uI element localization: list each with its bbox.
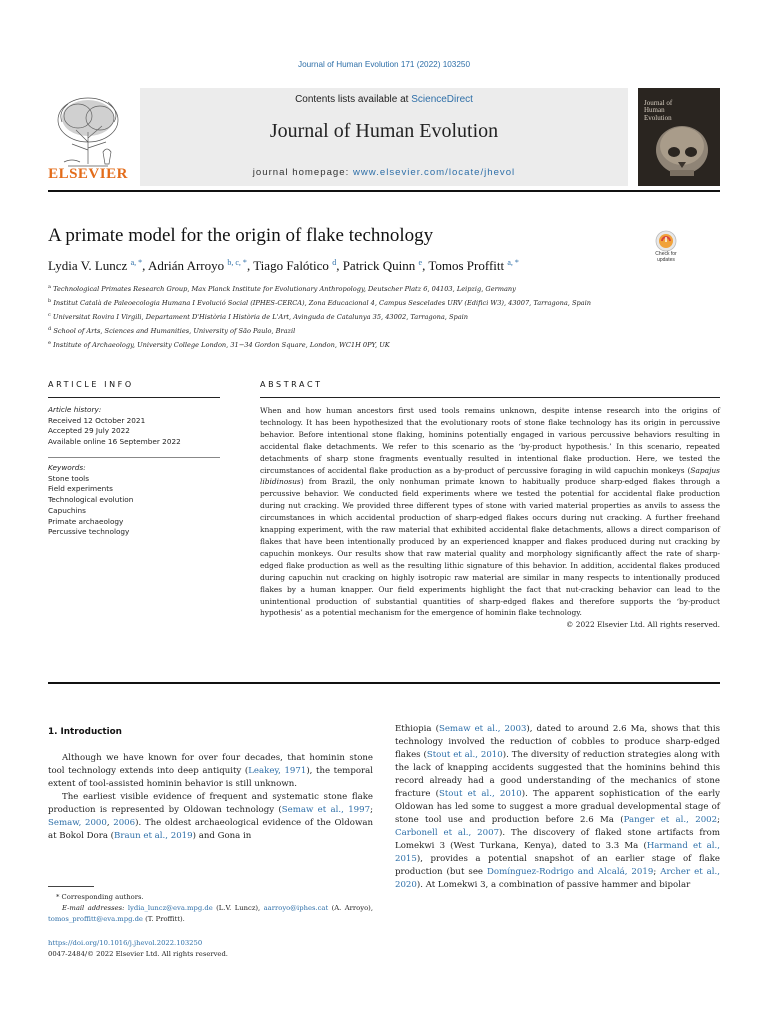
body-column-left <box>48 752 373 843</box>
author-affiliation-marker[interactable]: e <box>418 258 423 267</box>
species-name: Sapajus libidinosus <box>260 465 720 487</box>
author-affiliation-marker[interactable]: a, * <box>507 258 519 267</box>
received-date: Received 12 October 2021 <box>48 415 146 425</box>
intro-paragraph-1: Although we have known for over four decades, that hominin stone tool technology extends into deep antiquity (Leakey, 1971), the temporal extent of tool-assisted hominin behavior is still unknown. <box>48 753 373 789</box>
front-matter-divider <box>48 682 720 684</box>
check-for-updates-button[interactable] <box>648 230 684 268</box>
email-note: E-mail addresses: lydia_luncz@eva.mpg.de (L.V. Luncz), aarroyo@iphes.cat (A. Arroyo), tomos_proffitt@eva.mpg.de (T. Proffitt). <box>48 903 373 923</box>
article-info-rule <box>48 397 220 398</box>
masthead-banner <box>140 88 628 186</box>
affiliation-item: $^c$ Universitat Rovira I Virgili, Departament D'Història I Història de L'Art, Avinguda de Catalunya 35, 43002, Tarragona, Spain <box>48 311 469 322</box>
email-link[interactable]: tomos_proffitt@eva.mpg.de <box>48 914 143 923</box>
check-updates-label: Check for updates <box>655 251 677 263</box>
footnote-rule <box>48 886 94 887</box>
citation-link[interactable]: Stout et al., 2010 <box>438 789 522 799</box>
journal-cover-image <box>638 88 720 186</box>
masthead-divider <box>48 190 720 192</box>
keyword-item: Percussive technology <box>48 527 130 537</box>
introduction-heading: 1. Introduction <box>48 727 122 737</box>
doi-link[interactable]: https://doi.org/10.1016/j.jhevol.2022.103250 <box>48 939 203 947</box>
citation-link[interactable]: Harmand et al., 2015 <box>395 841 721 864</box>
author-affiliation-marker[interactable]: b, c, * <box>227 258 247 267</box>
intro-paragraph-2-continued: Ethiopia (Semaw et al., 2003), dated to around 2.6 Ma, shows that this technology involved the reduction of cobbles to produce sharp-edged flakes (Stout et al., 2010). The diversity of reduction strategies along with the lack of knapping accidents suggested that the hominins behind this record already had a good understanding of the mechanics of stone fracture (Stout et al., 2010). The apparent sophistication of the early Oldowan has led some to suggest a more gradual developmental stage of stone tool use and production before 2.6 Ma (Panger et al., 2002; Carbonell et al., 2007). The discovery of flaked stone artifacts from Lomekwi 3 (West Turkana, Kenya), dated to 3.3 Ma (Harmand et al., 2015), provides a potential snapshot of an earlier stage of flake production (but see Domínguez-Rodrigo and Alcalá, 2019; Archer et al., 2020). At Lomekwi 3, a combination of passive hammer and bipolar <box>395 724 721 890</box>
keywords <box>48 463 220 538</box>
author-affiliation-marker[interactable]: a, * <box>130 258 143 267</box>
author-name[interactable]: Tomos Proffitt <box>428 258 505 273</box>
online-date: Available online 16 September 2022 <box>48 437 181 447</box>
affiliation-item: $^b$ Institut Català de Paleoecologia Humana I Evolució Social (IPHES-CERCA), Zona Educacional 4, Campus Sescelades URV (Edifici W3), 43007, Tarragona, Spain <box>48 297 591 308</box>
citation-link[interactable]: Braun et al., 2019 <box>114 831 193 841</box>
affiliation-item: $^e$ Institute of Archaeology, University College London, 31−34 Gordon Square, London, WC1H 0PY, UK <box>48 339 390 350</box>
author-name[interactable]: Tiago Falótico <box>253 258 329 273</box>
email-link[interactable]: aarroyo@iphes.cat <box>263 903 329 912</box>
citation-link[interactable]: 2006 <box>113 818 136 828</box>
intro-paragraph-2: The earliest visible evidence of frequent and systematic stone flake production is represented by Oldowan technology (Semaw et al., 1997; Semaw, 2000, 2006). The oldest archaeological evidence of the Oldowan at Bokol Dora (Braun et al., 2019) and Gona in <box>48 792 373 841</box>
elsevier-wordmark: ELSEVIER <box>48 166 128 182</box>
history-keywords-divider <box>48 457 220 458</box>
keyword-item: Field experiments <box>48 484 113 494</box>
keyword-item: Technological evolution <box>48 495 134 505</box>
citation-link[interactable]: Semaw, 2000 <box>48 818 107 828</box>
abstract-rule <box>260 397 720 398</box>
footnotes <box>48 892 373 924</box>
doi-block <box>48 938 228 960</box>
accepted-date: Accepted 29 July 2022 <box>48 426 130 436</box>
citation-link[interactable]: Panger et al., 2002 <box>623 815 718 825</box>
keyword-item: Stone tools <box>48 473 90 483</box>
masthead <box>48 88 720 186</box>
journal-title: Journal of Human Evolution <box>269 120 499 142</box>
article-title: A primate model for the origin of flake technology <box>48 225 434 246</box>
article-history <box>48 405 220 448</box>
citation-link[interactable]: Semaw et al., 2003 <box>438 724 527 734</box>
article-info-heading: ARTICLE INFO <box>48 380 134 389</box>
keyword-item: Capuchins <box>48 505 86 515</box>
homepage-link[interactable]: www.elsevier.com/locate/jhevol <box>352 167 516 178</box>
author-list: Lydia V. Luncz $^{a, *}$, Adrián Arroyo $^{b, c, *}$, Tiago Falótico $^d$, Patrick Quinn $^e$, Tomos Proffitt $^{a, *}$ <box>48 258 519 273</box>
citation-link[interactable]: Archer et al., 2020 <box>395 867 720 890</box>
cover-title: Journal of Human Evolution <box>644 99 673 122</box>
journal-citation[interactable]: Journal of Human Evolution 171 (2022) 103250 <box>297 60 471 69</box>
citation-link[interactable]: Carbonell et al., 2007 <box>395 828 500 838</box>
keyword-item: Primate archaeology <box>48 516 124 526</box>
keywords-label: Keywords: <box>48 463 86 472</box>
citation-link[interactable]: Stout et al., 2010 <box>426 750 503 760</box>
citation-link[interactable]: Domínguez-Rodrigo and Alcalá, 2019 <box>487 867 654 877</box>
abstract-body: When and how human ancestors first used tools remains unknown, despite intense research into the origins of technology. It has been hypothesized that the evolutionary roots of stone flake technology has its origin in percussive behavior. Before intentional stone flaking, hominins potentially engaged in various percussive behaviors resulting in accidental flake detachments. We refer to this scenario as the ‘by-product hypothesis.’ In this scenario, repeated detachments of sharp stone fragments eventually resulted in intentional flake production. Here, we tested the circumstances of accidental flake production as a by-product of percussive foraging in wild capuchin monkeys (Sapajus libidinosus) from Brazil, the only nonhuman primate known to habitually produce sharp-edged flakes through a percussive behavior. We conducted field experiments where we tested the potential for accidental flake production during nut cracking. We provided three different types of stone with varied material properties as anvils to assess the circumstances in which accidental production of sharp-edged flakes occurs during nut cracking. A further freehand knapping experiment, with the raw material that exhibited accidental flake detachments, allows a direct comparison of flakes that have been intentionally produced by an experienced knapper and flakes produced during nut cracking by capuchin monkeys. Our results show that raw material quality and morphology significantly affect the rate of sharp-edged flake production as well as the resulting lithic signature of this behavior. In addition, accidental flakes produced during capuchin nut cracking on highly isotropic raw material are similar in many respects to intentionally produced flakes by a human knapper. Our field experiments highlight the fact that nut-cracking behavior can lead to the unintentional production of substantial quantities of sharp-edged flakes and therefore supports the ‘by-product hypothesis’ as a potential mechanism for the emergence of hominin flake technology. © 2022 Elsevier Ltd. All rights reserved. <box>260 406 720 630</box>
author-name[interactable]: Adrián Arroyo <box>147 258 225 273</box>
affiliations <box>48 282 648 352</box>
affiliation-item: $^d$ School of Arts, Sciences and Humanities, University of São Paulo, Brazil <box>48 325 296 336</box>
corresponding-note: * Corresponding authors. <box>56 893 144 901</box>
issn-line: 0047-2484/© 2022 Elsevier Ltd. All rights reserved. <box>48 949 228 958</box>
journal-homepage: journal homepage: www.elsevier.com/locate/jhevol <box>252 167 516 178</box>
body-column-right <box>395 723 720 892</box>
abstract-heading: ABSTRACT <box>260 380 323 389</box>
keyword-list <box>48 474 220 538</box>
sciencedirect-link[interactable]: ScienceDirect <box>411 94 473 105</box>
affiliation-item: $^a$ Technological Primates Research Group, Max Planck Institute for Evolutionary Anthropology, Deutscher Platz 6, 04103, Leipzig, Germany <box>48 284 516 294</box>
citation-link[interactable]: Leakey, 1971 <box>248 766 307 776</box>
author-name[interactable]: Patrick Quinn <box>342 258 416 273</box>
contents-line: Contents lists available at ScienceDirect <box>295 94 473 105</box>
abstract-copyright: © 2022 Elsevier Ltd. All rights reserved. <box>565 620 720 630</box>
author-name[interactable]: Lydia V. Luncz <box>48 258 128 273</box>
email-link[interactable]: lydia_luncz@eva.mpg.de <box>127 903 213 912</box>
citation-link[interactable]: Semaw et al., 1997 <box>281 805 371 815</box>
history-label: Article history: <box>48 405 102 414</box>
author-affiliation-marker[interactable]: d <box>332 258 337 267</box>
